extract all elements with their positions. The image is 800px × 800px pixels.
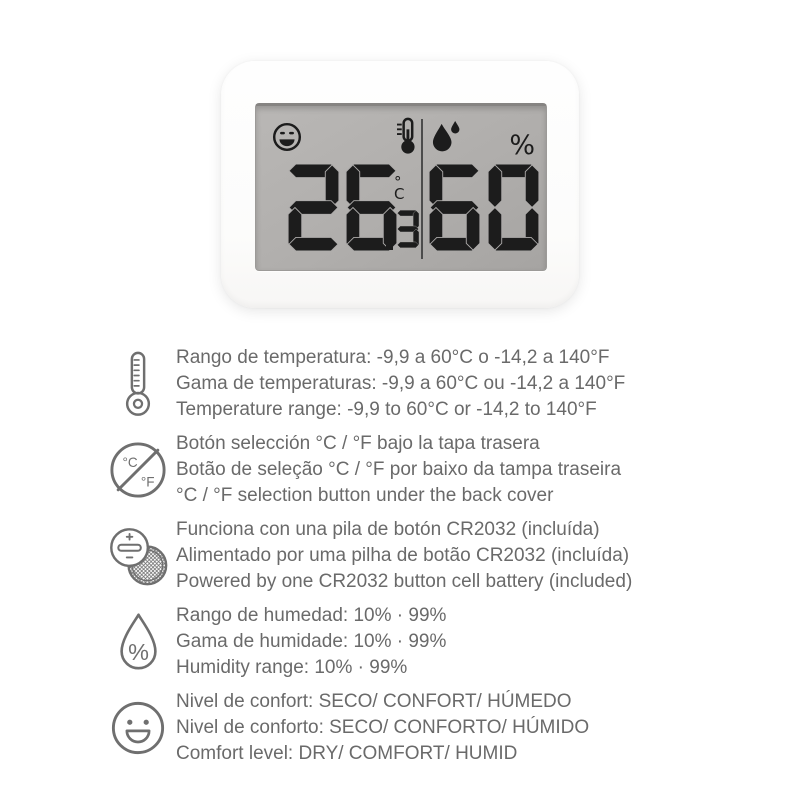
feature-line: Powered by one CR2032 button cell battery (included)	[176, 571, 633, 592]
seven-segment-digit	[487, 164, 540, 251]
temperature-unit-label: °C	[394, 173, 405, 203]
features-list	[104, 345, 632, 775]
feature-line: Gama de humidade: 10% · 99%	[176, 631, 447, 652]
feature-row	[104, 517, 632, 595]
feature-text-block	[176, 431, 621, 509]
feature-row	[104, 431, 632, 509]
thermometer-outline-icon	[104, 351, 172, 417]
feature-line: Humidity range: 10% · 99%	[176, 657, 408, 678]
temperature-value-decimal	[386, 207, 424, 251]
feature-row	[104, 689, 632, 767]
button-cell-battery-icon	[104, 526, 172, 586]
thermo-hygrometer-device	[221, 61, 579, 308]
seven-segment-digit	[428, 164, 481, 251]
feature-line: Comfort level: DRY/ COMFORT/ HUMID	[176, 743, 518, 764]
thermometer-lcd-icon	[395, 117, 418, 155]
feature-line: Rango de humedad: 10% · 99%	[176, 605, 447, 626]
feature-line: Alimentado por uma pilha de botão CR2032 (incluída)	[176, 545, 630, 566]
seven-segment-digit	[287, 164, 340, 251]
humidity-unit-label: %	[509, 130, 535, 161]
feature-row	[104, 345, 632, 423]
seven-segment-digit	[397, 207, 419, 251]
comfort-smiley-icon	[104, 700, 172, 756]
svg-text:°C: °C	[122, 455, 138, 471]
temperature-value-integer	[287, 164, 398, 251]
feature-line: Gama de temperaturas: -9,9 a 60°C ou -14,2 a 140°F	[176, 373, 626, 394]
humidity-value	[428, 164, 540, 251]
feature-line: Botão de seleção °C / °F por baixo da tampa traseira	[176, 459, 622, 480]
comfort-smiley-lcd-icon	[271, 121, 303, 153]
humidity-drops-lcd-icon	[431, 120, 460, 153]
feature-text-block	[176, 517, 632, 595]
feature-text-block	[176, 345, 625, 423]
celsius-fahrenheit-selector-icon	[104, 441, 172, 499]
humidity-drop-icon	[104, 612, 172, 672]
svg-text:%: %	[127, 638, 149, 665]
feature-line: Temperature range: -9,9 to 60°C or -14,2 to 140°F	[176, 399, 597, 420]
svg-text:°F: °F	[140, 474, 155, 490]
humidity-section	[423, 106, 546, 270]
feature-line: °C / °F selection button under the back cover	[176, 485, 554, 506]
feature-line: Nivel de confort: SECO/ CONFORT/ HÚMEDO	[176, 691, 572, 712]
feature-line: Nivel de conforto: SECO/ CONFORTO/ HÚMIDO	[176, 717, 590, 738]
temperature-section	[256, 106, 421, 270]
decimal-point	[386, 243, 393, 250]
feature-row	[104, 603, 632, 681]
feature-line: Botón selección °C / °F bajo la tapa trasera	[176, 433, 540, 454]
feature-line: Funciona con una pila de botón CR2032 (incluída)	[176, 519, 600, 540]
feature-text-block	[176, 603, 446, 681]
feature-text-block	[176, 689, 589, 767]
feature-line: Rango de temperatura: -9,9 a 60°C o -14,2 a 140°F	[176, 347, 610, 368]
lcd-screen	[255, 103, 547, 271]
